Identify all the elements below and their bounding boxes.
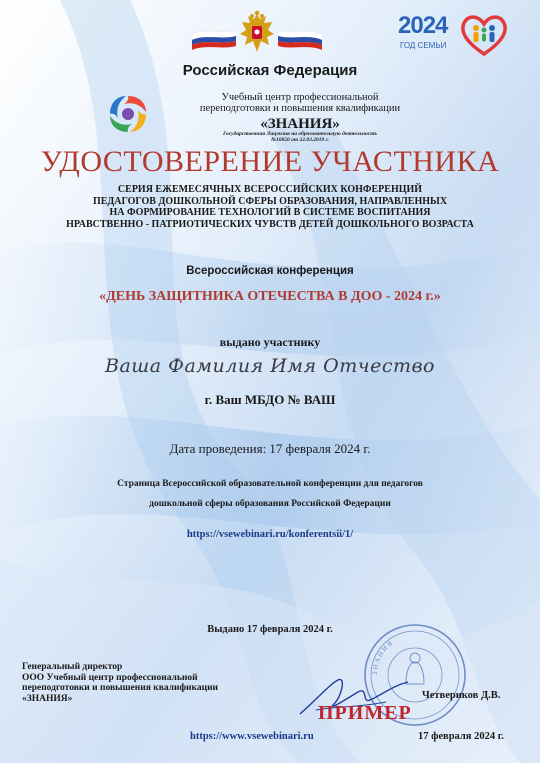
director-line: Генеральный директор: [22, 662, 123, 672]
series-line: НА ФОРМИРОВАНИЕ ТЕХНОЛОГИЙ В СИСТЕМЕ ВОСПИТАНИЯ: [109, 207, 431, 218]
russian-flag-right-icon: [278, 28, 322, 50]
year-logo-caption: ГОД СЕМЬИ: [400, 41, 447, 50]
director-line: переподготовки и повышения квалификации: [22, 683, 219, 693]
page-text-line-2: дошкольной сферы образования Российской Федерации: [149, 499, 391, 509]
conference-link[interactable]: https://vsewebinari.ru/konferentsii/1/: [186, 529, 354, 540]
year-of-family-logo: [392, 12, 514, 58]
footer-date: 17 февраля 2024 г.: [418, 731, 504, 742]
conference-label: Всероссийская конференция: [186, 265, 354, 277]
stamp-ring-text: ЗНАНИЯ: [370, 638, 396, 676]
license-line-1: Государственная Лицензия на образовательную деятельность: [222, 131, 378, 137]
org-line-2: переподготовки и повышения квалификации: [199, 103, 401, 114]
country-title: Российская Федерация: [182, 62, 358, 79]
conference-page-description: [0, 474, 540, 514]
issued-date: Выдано 17 февраля 2024 г.: [207, 624, 333, 635]
participant-place: г. Ваш МБДО № ВАШ: [204, 392, 336, 407]
series-line: СЕРИЯ ЕЖЕМЕСЯЧНЫХ ВСЕРОССИЙСКИХ КОНФЕРЕНЦИЙ: [117, 184, 423, 195]
sample-stamp: ПРИМЕР: [318, 702, 412, 724]
org-name: «ЗНАНИЯ»: [260, 116, 340, 132]
coat-of-arms-icon: [236, 10, 278, 56]
page-text-line-1: Страница Всероссийской образовательной конференции для педагогов: [117, 479, 423, 489]
issued-to-label: выдано участнику: [219, 335, 321, 349]
org-line-1: Учебный центр профессиональной: [221, 92, 379, 103]
certificate-title: УДОСТОВЕРЕНИЕ УЧАСТНИКА: [40, 145, 500, 178]
director-block: [22, 662, 218, 704]
series-line: НРАВСТВЕННО - ПАТРИОТИЧЕСКИХ ЧУВСТВ ДЕТЕЙ ДОШКОЛЬНОГО ВОЗРАСТА: [66, 218, 474, 230]
family-heart-icon: [458, 12, 510, 58]
participant-name: Ваша Фамилия Имя Отчество: [105, 355, 435, 377]
director-line: «ЗНАНИЯ»: [22, 693, 73, 704]
site-link[interactable]: https://www.vsewebinari.ru: [190, 731, 314, 742]
znaniya-logo-icon: [104, 90, 152, 138]
event-date: Дата проведения: 17 февраля 2024 г.: [169, 441, 371, 456]
series-description: [0, 184, 540, 230]
signer-name: Четвериков Д.В.: [422, 690, 501, 701]
year-logo-number: 2024: [398, 12, 448, 39]
license-line-2: №10850 от 22.03.2019 г.: [270, 137, 330, 143]
conference-name: «ДЕНЬ ЗАЩИТНИКА ОТЕЧЕСТВА В ДОО - 2024 г.»: [99, 289, 441, 304]
director-line: ООО Учебный центр профессиональной: [22, 672, 198, 683]
series-line: ПЕДАГОГОВ ДОШКОЛЬНОЙ СФЕРЫ ОБРАЗОВАНИЯ, НАПРАВЛЕННЫХ: [92, 195, 448, 207]
russian-flag-left-icon: [192, 28, 236, 50]
